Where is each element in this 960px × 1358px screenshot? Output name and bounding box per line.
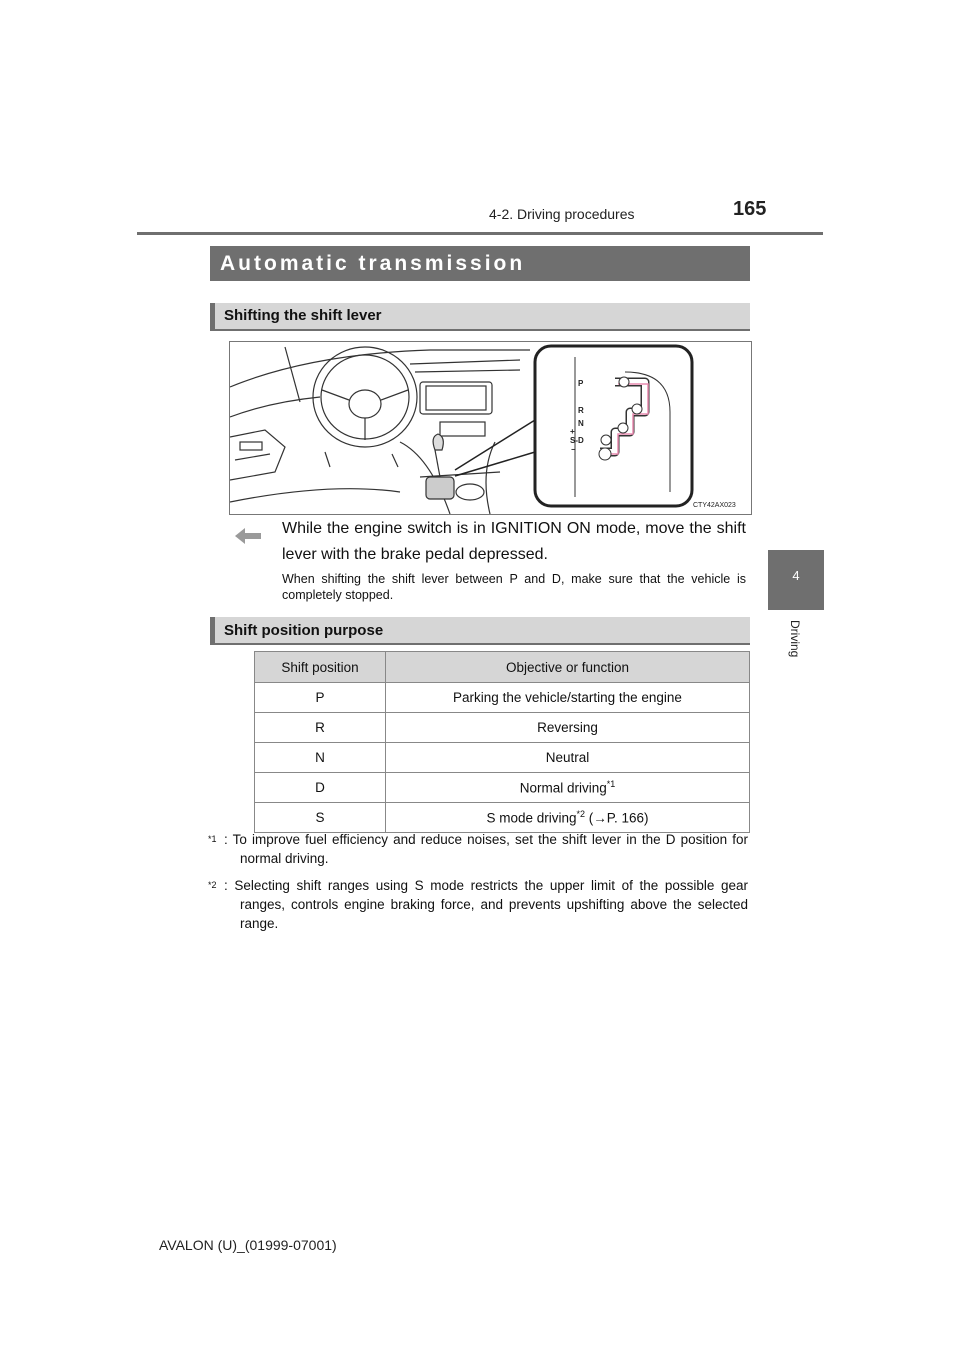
cell-function: Reversing bbox=[386, 713, 750, 743]
table-row bbox=[255, 743, 750, 773]
figure-code: CTY42AX023 bbox=[693, 502, 736, 509]
footnote-1 bbox=[208, 830, 748, 868]
header-divider bbox=[137, 232, 823, 235]
shift-lever-illustration bbox=[229, 341, 752, 515]
cell-position: P bbox=[255, 683, 386, 713]
cell-function: Neutral bbox=[386, 743, 750, 773]
cell-function: Normal driving$^{*1}$ bbox=[386, 773, 750, 803]
cell-position: S bbox=[255, 803, 386, 833]
table-row bbox=[255, 803, 750, 833]
table-header-row bbox=[255, 652, 750, 683]
page-reference[interactable]: (→P. 166) bbox=[585, 810, 649, 826]
cell-function: Parking the vehicle/starting the engine bbox=[386, 683, 750, 713]
section-heading-purpose: Shift position purpose bbox=[224, 622, 384, 639]
column-header-function: Objective or function bbox=[386, 652, 750, 683]
gate-label-sd: S-D bbox=[570, 436, 584, 445]
table-row bbox=[255, 773, 750, 803]
shift-gate-inset bbox=[535, 346, 692, 506]
gate-label-p: P bbox=[578, 379, 584, 388]
chapter-tab-label: Driving bbox=[788, 620, 802, 658]
footnote-mark: *1 bbox=[208, 834, 217, 844]
page-number: 165 bbox=[733, 198, 767, 220]
cell-function: S mode driving$^{*2}$ (→P. 166) bbox=[386, 803, 750, 833]
gate-label-plus: + bbox=[570, 427, 575, 436]
section-heading-shifting: Shifting the shift lever bbox=[224, 307, 382, 324]
instruction-text: While the engine switch is in IGNITION ON mode, move the shift lever with the brake pedal depressed. bbox=[282, 520, 746, 563]
header-section-title: 4-2. Driving procedures bbox=[489, 206, 635, 222]
footnote-mark: *2 bbox=[208, 880, 217, 890]
gate-label-minus: − bbox=[571, 445, 576, 454]
footer-model-code: AVALON (U)_(01999-07001) bbox=[159, 1237, 337, 1253]
chapter-tab-number: 4 bbox=[792, 568, 800, 583]
dashboard-drawing bbox=[230, 342, 751, 514]
page-title: Automatic transmission bbox=[220, 252, 526, 275]
footnote-ref: *2 bbox=[576, 809, 585, 820]
cell-position: N bbox=[255, 743, 386, 773]
note-text: When shifting the shift lever between P and D, make sure that the vehicle is completely stopped. bbox=[282, 572, 746, 602]
footnote-text: : To improve fuel efficiency and reduce noises, set the shift lever in the D position for normal driving. bbox=[224, 832, 748, 866]
gate-label-r: R bbox=[578, 406, 584, 415]
table-row bbox=[255, 713, 750, 743]
table-row bbox=[255, 683, 750, 713]
arrow-left-icon bbox=[235, 528, 261, 549]
column-header-position: Shift position bbox=[255, 652, 386, 683]
footnote-text: : Selecting shift ranges using S mode restricts the upper limit of the possible gear ranges, controls engine braking force, and prevents upshifting above the selected range. bbox=[224, 878, 748, 931]
footnote-2 bbox=[208, 876, 748, 933]
gate-label-n: N bbox=[578, 419, 584, 428]
shift-position-table bbox=[254, 651, 750, 833]
footnote-ref: *1 bbox=[606, 779, 616, 790]
cell-position: R bbox=[255, 713, 386, 743]
cell-position: D bbox=[255, 773, 386, 803]
